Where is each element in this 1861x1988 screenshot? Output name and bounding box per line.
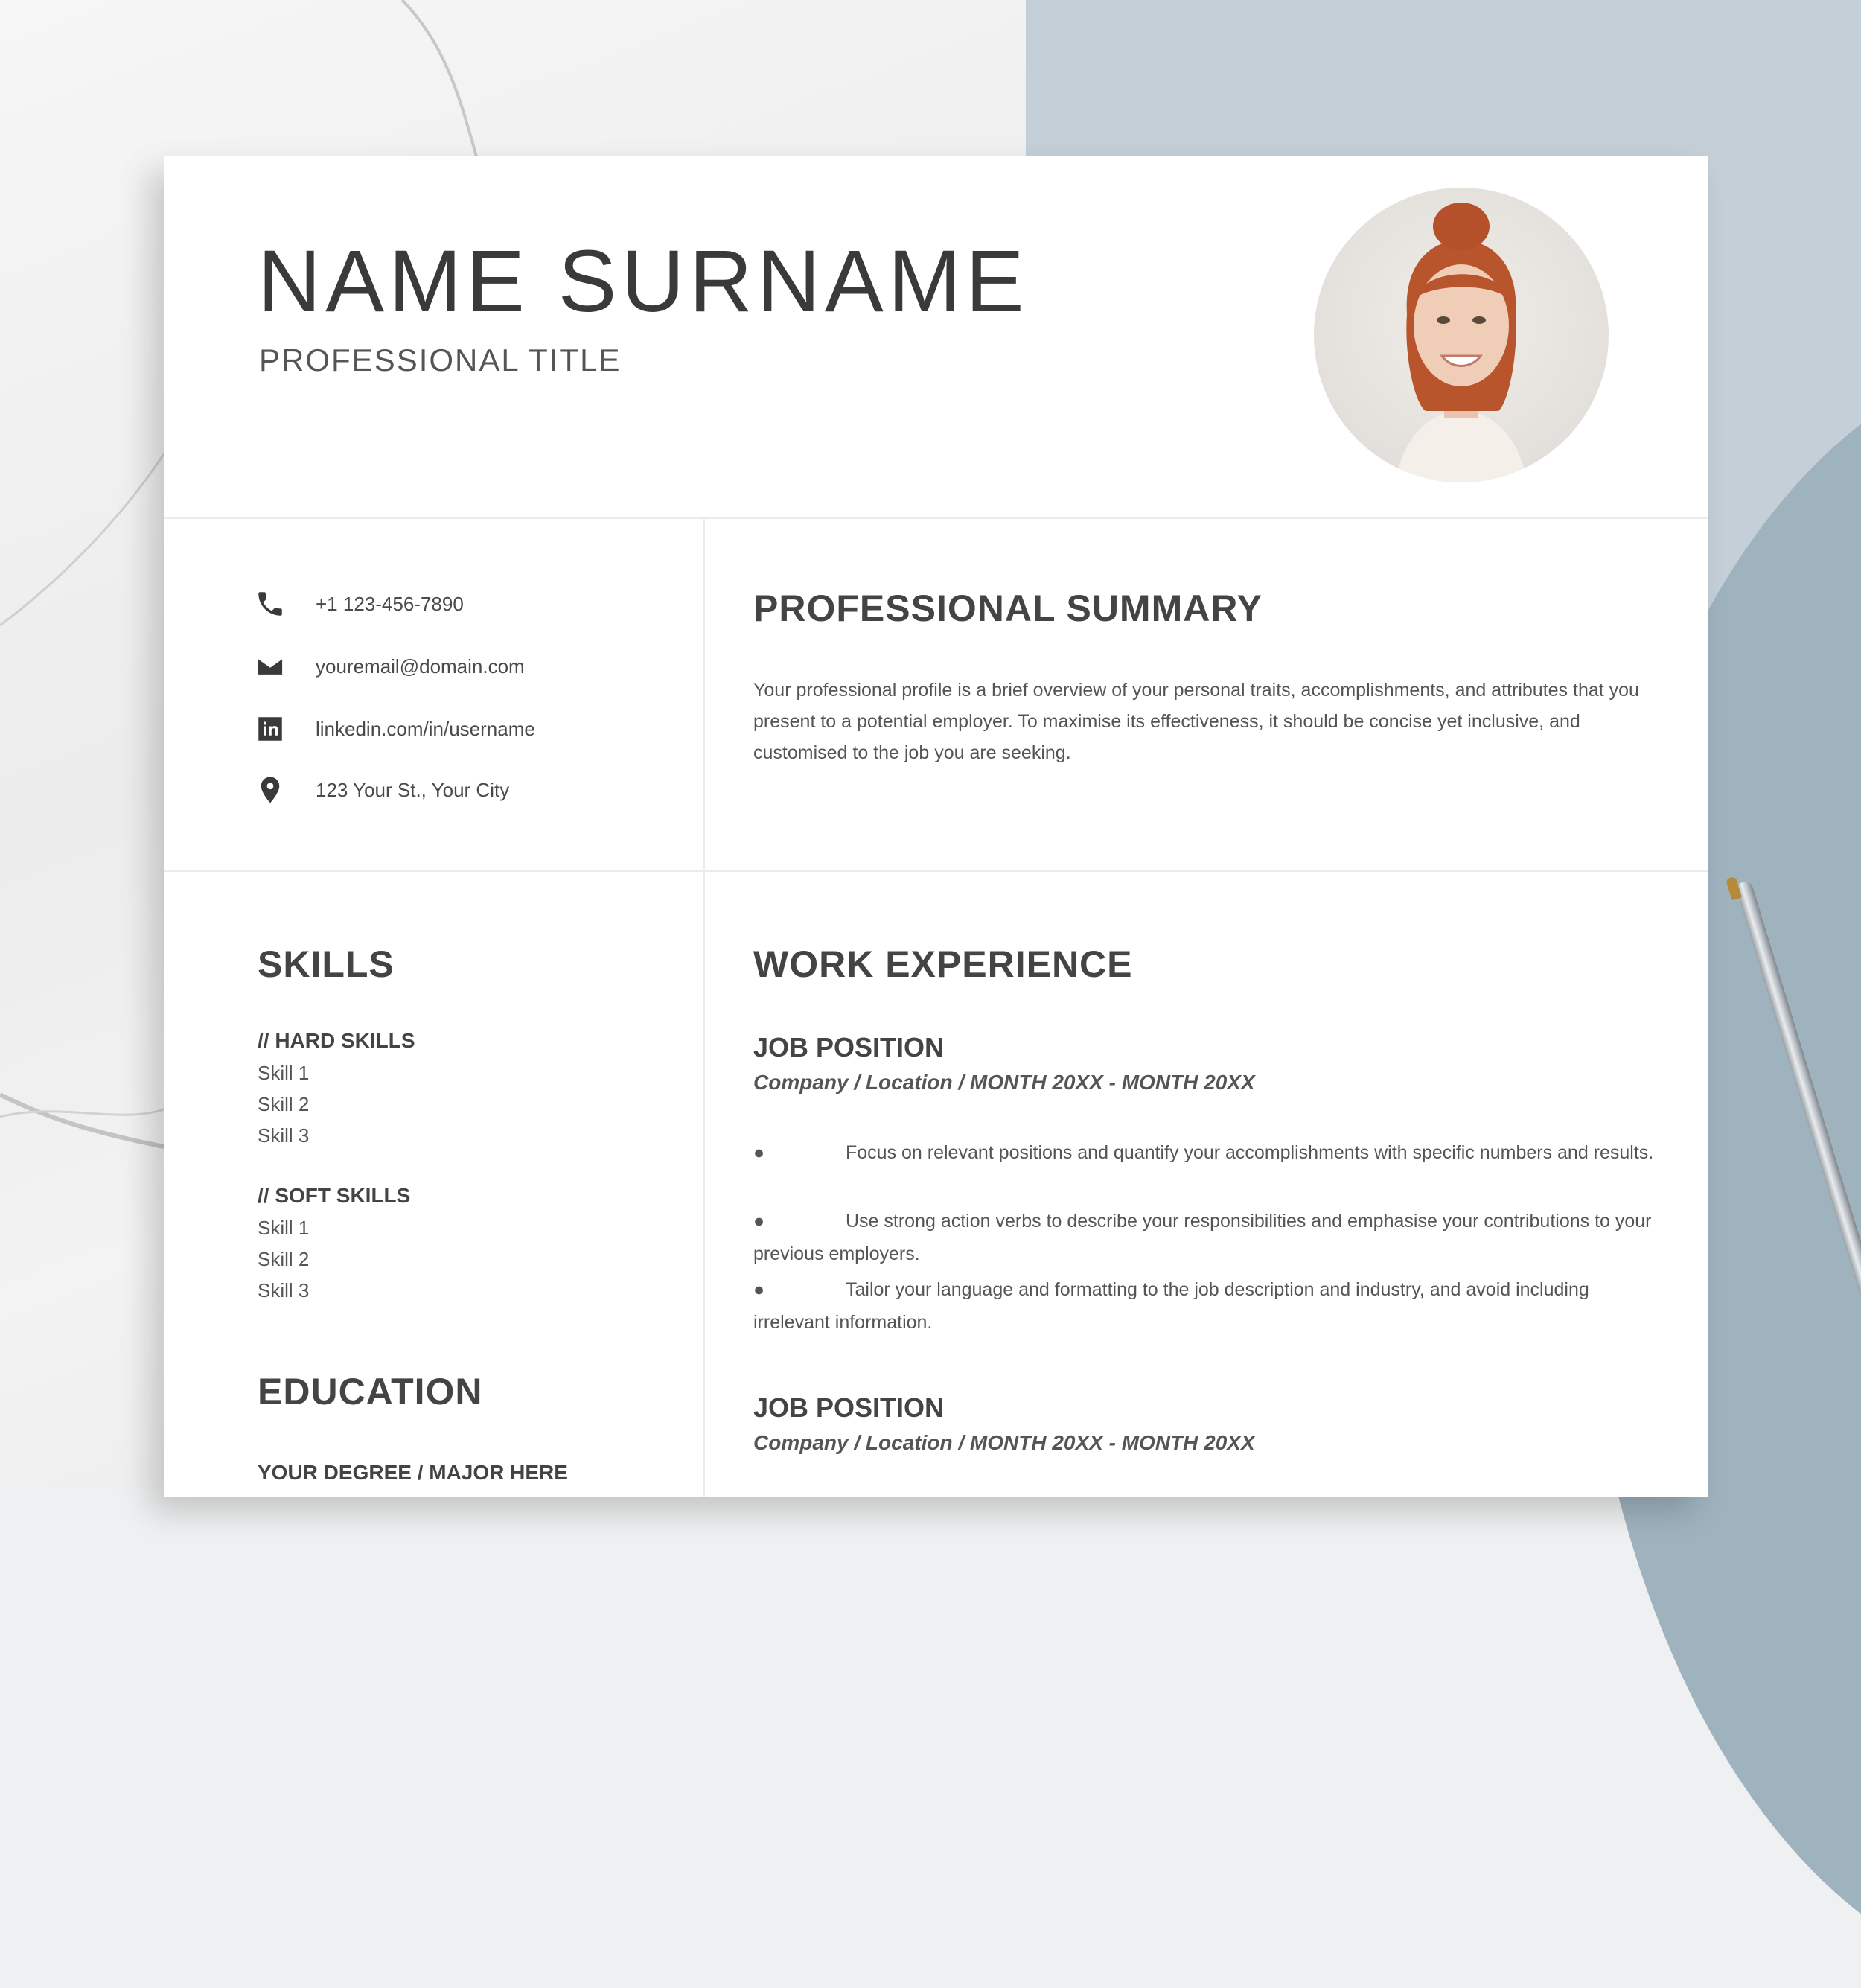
linkedin-icon xyxy=(255,713,286,745)
job-position-title: JOB POSITION xyxy=(753,1032,945,1063)
bullet-dot: ● xyxy=(753,1142,765,1163)
education-heading: EDUCATION xyxy=(258,1371,483,1412)
portrait-illustration xyxy=(1314,188,1609,482)
location-icon xyxy=(255,774,286,806)
email-text: youremail@domain.com xyxy=(316,654,525,678)
resume-page xyxy=(164,156,1708,1497)
bullet-text: Focus on relevant positions and quantify your accomplishments with specific numbers and results. xyxy=(846,1142,1654,1163)
work-experience-heading: WORK EXPERIENCE xyxy=(753,943,1133,985)
column-divider xyxy=(703,517,705,1497)
hard-skill-item: Skill 2 xyxy=(258,1093,310,1115)
profile-photo xyxy=(1314,188,1609,482)
resume-name: NAME SURNAME xyxy=(258,232,1029,331)
bullet-text: Tailor your language and formatting to the job description and industry, and avoid including irrelevant information. xyxy=(753,1279,1589,1333)
professional-title: PROFESSIONAL TITLE xyxy=(259,343,622,377)
soft-skill-item: Skill 3 xyxy=(258,1279,310,1302)
hard-skill-item: Skill 1 xyxy=(258,1062,310,1084)
email-icon xyxy=(255,651,286,682)
job-bullet xyxy=(753,1273,1660,1339)
section-divider xyxy=(164,870,1708,872)
job-position-title: JOB POSITION xyxy=(753,1392,945,1423)
summary-heading: PROFESSIONAL SUMMARY xyxy=(753,587,1263,629)
summary-text: Your professional profile is a brief overview of your personal traits, accomplishments, and attributes that you present to a potential employer. To maximise its effectiveness, it should be concise yet inclusive, and customised to the job you are seeking. xyxy=(753,680,1639,763)
soft-skill-item: Skill 1 xyxy=(258,1217,310,1239)
bullet-dot: ● xyxy=(753,1211,765,1232)
job-bullet xyxy=(753,1136,1660,1169)
job-meta: Company / Location / MONTH 20XX - MONTH 20XX xyxy=(753,1071,1255,1094)
contact-address xyxy=(255,774,509,806)
hard-skills-heading: // HARD SKILLS xyxy=(258,1029,415,1052)
soft-skills-heading: // SOFT SKILLS xyxy=(258,1184,411,1207)
phone-text: +1 123-456-7890 xyxy=(316,592,464,615)
linkedin-text: linkedin.com/in/username xyxy=(316,717,535,740)
education-degree: YOUR DEGREE / MAJOR HERE xyxy=(258,1461,568,1484)
phone-icon xyxy=(255,588,286,619)
header-divider xyxy=(164,517,1708,519)
contact-phone[interactable] xyxy=(255,588,464,619)
skills-heading: SKILLS xyxy=(258,943,395,985)
bullet-dot: ● xyxy=(753,1279,765,1300)
job-bullet xyxy=(753,1205,1660,1270)
soft-skill-item: Skill 2 xyxy=(258,1248,310,1270)
job-meta: Company / Location / MONTH 20XX - MONTH 20XX xyxy=(753,1431,1255,1454)
contact-email[interactable] xyxy=(255,651,525,682)
hard-skill-item: Skill 3 xyxy=(258,1124,310,1147)
contact-linkedin[interactable] xyxy=(255,713,535,745)
bullet-text: Use strong action verbs to describe your responsibilities and emphasise your contributions to your previous employers. xyxy=(753,1211,1652,1264)
address-text: 123 Your St., Your City xyxy=(316,778,510,801)
